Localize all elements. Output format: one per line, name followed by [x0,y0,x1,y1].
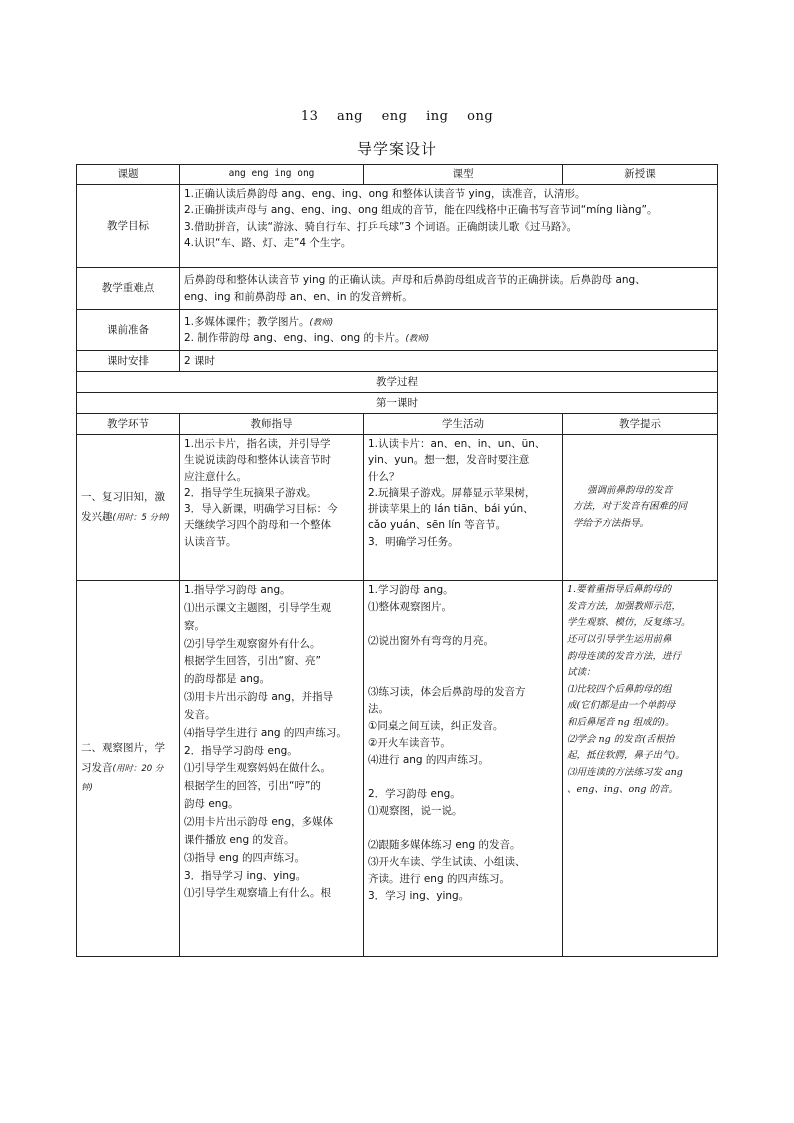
topic-label: 课题 [77,165,180,185]
student-line: 2．学习韵母 eng。 [368,788,461,800]
teacher-line: 认读音节。 [184,535,237,548]
key-points-label: 教学重难点 [77,268,180,310]
teacher-line: ⑵引导学生观察窗外有什么。 [184,637,321,650]
tip-line: 、eng、ing、ong 的音。 [567,783,678,795]
teacher-line: 的韵母都是 ang。 [184,673,271,686]
teacher-line: ⑵用卡片出示韵母 eng，多媒体 [184,815,334,828]
stage-time: (用时：20 分钟) [81,763,164,794]
student-line: 法。 [368,703,389,715]
student-line: 3．学习 ing、ying。 [368,890,470,902]
teacher-line: ⑶指导 eng 的四声练习。 [184,851,305,864]
prep-item-text: 2. 制作带韵母 ang、eng、ing、ong 的卡片。 [184,332,406,344]
teacher-line: ⑷指导学生进行 ang 的四声练习。 [184,726,347,739]
stage-name: 一、复习旧知，激发兴趣 [81,490,165,523]
teacher-line: 2．指导学习韵母 eng。 [184,744,298,757]
tip-line: 试读： [567,667,596,679]
teacher-line: 天继续学习四个韵母和一个整体 [184,519,331,532]
topic-value: ang eng ing ong [180,165,364,185]
prep-item-note: (教师) [309,317,334,328]
tip-line: 方法，对于发音有困难的同 [573,501,688,513]
student-cell [364,581,563,957]
process-row-observe [77,581,718,957]
type-value: 新授课 [563,165,718,185]
tip-line: 韵母连读的发音方法，进行 [567,650,682,662]
tip-line: ⑵学会 ng 的发音(舌根抬 [567,733,675,745]
student-line: ②开火车读音节。 [368,737,451,749]
tip-line: ⑶用连读的方法练习发 ang [567,766,683,778]
student-line [368,820,558,837]
goal-item: 3.借助拼音，认读“游泳、骑自行车、打乒乓球”3 个词语。正确朗读儿歌《过马路》。 [184,220,578,233]
student-line: cǎo yuán、sēn lín 等音节。 [368,519,507,532]
schedule-label: 课时安排 [77,351,180,372]
prep-item [184,330,713,346]
process-heading: 教学过程 [77,372,718,393]
goal-item: 4.认识“车、路、灯、走”4 个生字。 [184,236,352,249]
lesson-title: 13 ang eng ing ong [300,109,494,124]
goal-item: 1.正确认读后鼻韵母 ang、eng、ing、ong 和整体认读音节 ying，读准音，认清形。 [184,188,586,200]
document-subtitle: 导学案设计 [356,140,437,158]
student-line: ⑵跟随多媒体练习 eng 的发音。 [368,839,521,851]
lesson-row [77,393,718,414]
teacher-line: ⑴出示课文主题图，引导学生观 [184,601,331,614]
student-line [368,616,558,633]
goals-content [180,185,718,268]
tip-line: 成(它们都是由一个单韵母 [567,700,676,712]
student-line: ⑴观察图，说一说。 [368,805,463,817]
key-points-row [77,268,718,310]
student-line: ⑴整体观察图片。 [368,601,452,613]
tip-line: 和后鼻尾音 ng 组成的)。 [567,717,675,728]
student-line: 1.学习韵母 ang。 [368,584,454,596]
student-cell [364,435,563,581]
teacher-line: 察。 [184,619,205,632]
schedule-row [77,351,718,372]
prep-item-text: 1.多媒体课件；教学图片。 [184,315,310,328]
teacher-line: ⑶用卡片出示韵母 ang，并指导 [184,691,334,704]
goals-row [77,185,718,268]
teacher-cell [180,581,364,957]
process-row-review [77,435,718,581]
teacher-line: ⑴引导学生观察妈妈在做什么。 [184,762,331,775]
schedule-value: 2 课时 [180,351,718,372]
key-points-content [180,268,718,310]
process-header-row [77,414,718,435]
prep-label: 课前准备 [77,310,180,351]
tip-line: 学给予方法指导。 [573,517,650,529]
teacher-line: 韵母 eng。 [184,798,239,811]
student-line: 拼读苹果上的 lán tiān、bái yún、 [368,503,534,516]
goal-item: 2.正确拼读声母与 ang、eng、ing、ong 组成的音节，能在四线格中正确书写音节词“míng liàng”。 [184,204,658,217]
tip-line: 还可以引导学生运用前鼻 [567,633,672,645]
teacher-cell [180,435,364,581]
student-line [368,650,558,667]
teacher-line: ⑴引导学生观察墙上有什么。根 [184,887,331,900]
teacher-line: 课件播放 eng 的发音。 [184,833,295,846]
prep-content [180,310,718,351]
student-line: ①同桌之间互读，纠正发音。 [368,720,504,732]
teacher-line: 3．导入新课，明确学习目标：今 [184,503,338,516]
type-label: 课型 [364,165,563,185]
prep-row [77,310,718,351]
tip-cell [563,435,718,581]
tip-line: 强调前鼻韵母的发音 [587,484,673,496]
goals-label: 教学目标 [77,185,180,268]
prep-item [184,314,713,330]
col-teacher: 教师指导 [180,414,364,435]
stage-time: (用时：5 分钟) [112,512,170,523]
teacher-line: 1.出示卡片，指名读，并引导学 [184,438,331,450]
student-line: 齐读。进行 eng 的四声练习。 [368,873,510,885]
key-point-line: eng、ing 和前鼻韵母 an、en、in 的发音辨析。 [184,290,413,303]
tip-line: 发音方法，加强教师示范， [567,600,682,612]
stage-name: 二、观察图片，学习发音 [81,741,165,774]
student-line: ⑷进行 ang 的四声练习。 [368,754,489,766]
student-line: 2.玩摘果子游戏。屏幕显示苹果树， [368,486,536,499]
student-line [368,667,558,684]
student-line: 什么？ [368,470,400,483]
student-line: ⑶开火车读、学生试读、小组读、 [368,856,526,868]
stage-cell [77,435,180,581]
col-student: 学生活动 [364,414,563,435]
student-line: 1.认读卡片：an、en、in、un、ün、 [368,438,546,450]
topic-row [77,165,718,185]
tip-line: ⑴比较四个后鼻韵母的组 [567,683,672,695]
col-stage: 教学环节 [77,414,180,435]
col-tip: 教学提示 [563,414,718,435]
lesson-plan-table [76,164,718,957]
teacher-line: 根据学生的回答，引出“哼”的 [184,780,321,793]
student-line: yin、yun。想一想，发音时要注意 [368,454,530,467]
stage-cell [77,581,180,957]
teacher-line: 生说说读韵母和整体认读音节时 [184,454,331,467]
student-line [368,769,558,786]
tip-cell [563,581,718,957]
tip-line: 1.要着重指导后鼻韵母的 [567,584,672,595]
teacher-line: 根据学生回答，引出“窗、亮” [184,655,321,668]
teacher-line: 发音。 [184,708,216,721]
student-line: ⑶练习读，体会后鼻韵母的发音方 [368,686,526,698]
teacher-line: 1.指导学习韵母 ang。 [184,584,291,596]
teacher-line: 2．指导学生玩摘果子游戏。 [184,486,317,499]
process-heading-row [77,372,718,393]
tip-line: 学生观察、模仿，反复练习。 [567,617,691,629]
teacher-line: 应注意什么。 [184,470,247,483]
student-line: ⑵说出窗外有弯弯的月亮。 [368,635,494,647]
teacher-line: 3．指导学习 ing、ying。 [184,869,307,882]
lesson-heading: 第一课时 [77,393,718,414]
key-point-line: 后鼻韵母和整体认读音节 ying 的正确认读。声母和后鼻韵母组成音节的正确拼读。后鼻韵母 ang、 [184,274,646,287]
tip-line: 起，抵住软腭，鼻子出气)。 [567,750,685,762]
prep-item-note: (教师) [405,334,430,344]
student-line: 3．明确学习任务。 [368,535,459,548]
